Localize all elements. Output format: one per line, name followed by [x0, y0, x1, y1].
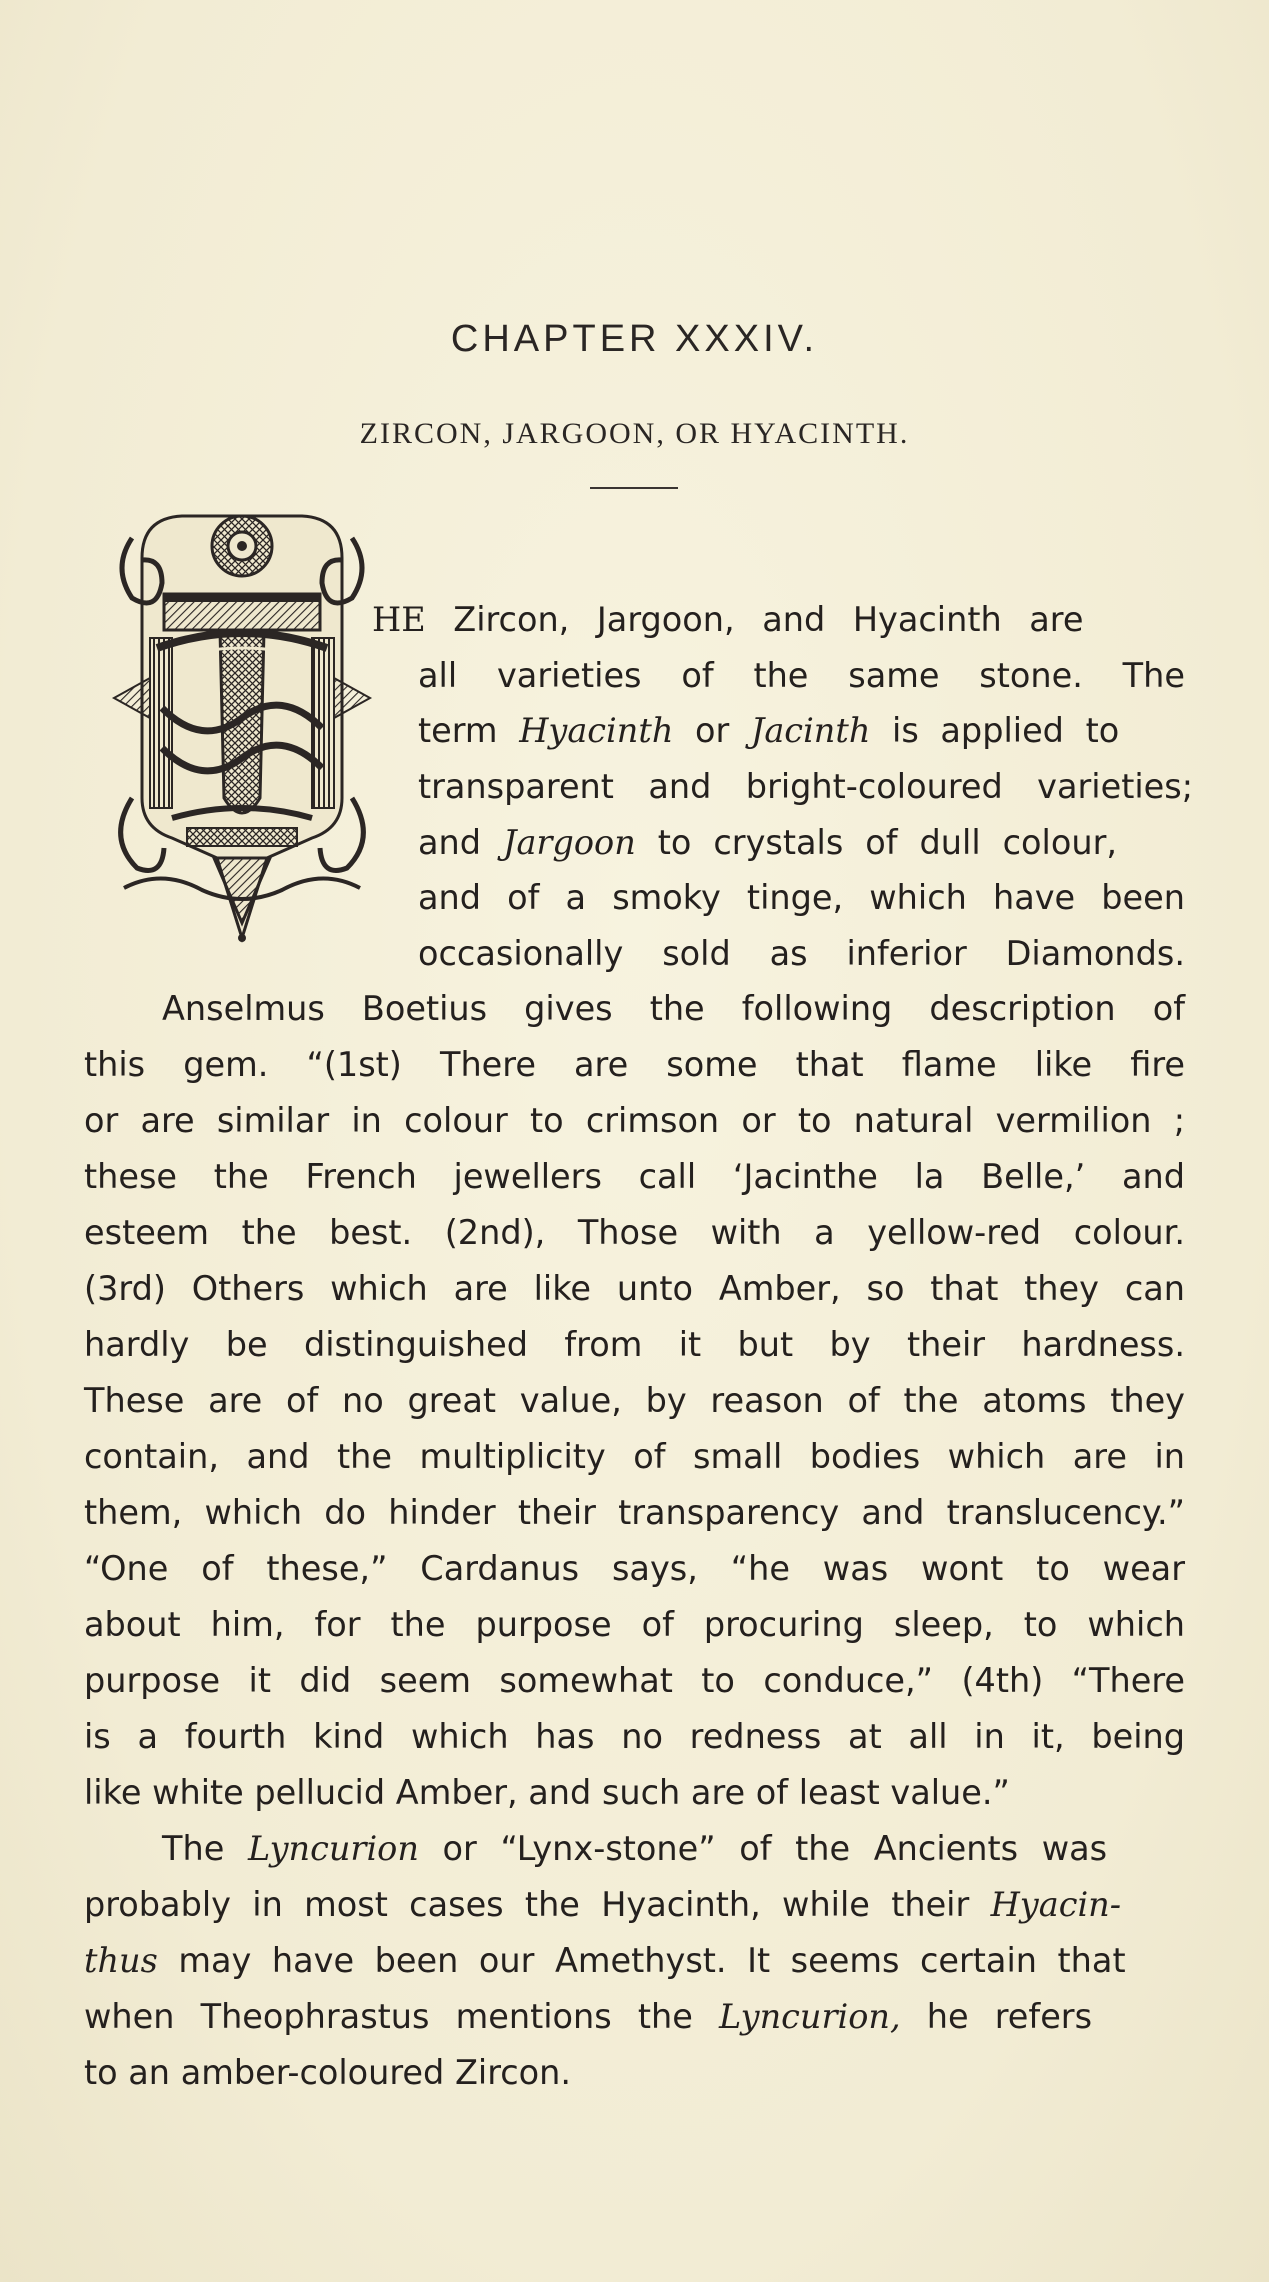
chapter-subtitle: ZIRCON, JARGOON, OR HYACINTH.	[359, 417, 910, 450]
text-segment: is applied to	[870, 711, 1120, 750]
text-segment: and	[418, 823, 504, 862]
text-line: is a fourth kind which has no redness at all in it, being	[84, 1717, 1185, 1756]
text-line: purpose it did seem somewhat to conduce,” (4th) “There	[84, 1661, 1185, 1700]
text-line	[84, 1885, 1185, 1925]
text-line	[162, 1829, 1185, 1869]
text-segment: or	[673, 711, 751, 750]
text-line: “One of these,” Cardanus says, “he was wont to wear	[84, 1549, 1185, 1588]
text-segment: term	[418, 711, 520, 750]
text-line: all varieties of the same stone. The	[418, 656, 1185, 695]
italic-term: Jargoon	[503, 823, 636, 862]
text-line	[418, 711, 1185, 751]
text-segment: The	[162, 1829, 248, 1868]
italic-term: Lyncurion	[247, 1829, 419, 1868]
text-segment: to crystals of dull colour,	[635, 823, 1117, 862]
text-line	[418, 823, 1185, 863]
text-line: occasionally sold as inferior Diamonds.	[418, 934, 1185, 973]
text-line: them, which do hinder their transparency and translucency.”	[84, 1493, 1185, 1532]
text-line: contain, and the multiplicity of small bodies which are in	[84, 1437, 1185, 1476]
text-line: these the French jewellers call ‘Jacinthe la Belle,’ and	[84, 1157, 1185, 1196]
chapter-title: CHAPTER XXXIV.	[450, 318, 819, 360]
text-segment: when Theophrastus mentions the	[84, 1997, 719, 2036]
italic-term: thus	[84, 1941, 158, 1980]
text-line: to an amber-coloured Zircon.	[84, 2053, 572, 2092]
text-line: and of a smoky tinge, which have been	[418, 878, 1185, 917]
text-line	[84, 1941, 1185, 1981]
text-line: like white pellucid Amber, and such are of least value.”	[84, 1773, 1010, 1812]
text-line: hardly be distinguished from it but by their hardness.	[84, 1325, 1185, 1364]
title-rule	[590, 487, 678, 489]
text-segment: probably in most cases the Hyacinth, while their	[84, 1885, 991, 1924]
text-line: Anselmus Boetius gives the following description of	[162, 989, 1185, 1028]
text-line: transparent and bright-coloured varieties;	[418, 767, 1193, 806]
text-segment: Zircon, Jargoon, and Hyacinth are	[425, 600, 1084, 639]
text-line: or are similar in colour to crimson or to natural vermilion ;	[84, 1101, 1185, 1140]
text-line: this gem. “(1st) There are some that flame like fire	[84, 1045, 1185, 1084]
text-line: esteem the best. (2nd), Those with a yellow-red colour.	[84, 1213, 1185, 1252]
ornamental-initial-t-icon	[102, 498, 380, 958]
italic-term: Lyncurion,	[719, 1997, 901, 2036]
text-line	[372, 600, 1185, 640]
text-segment: he refers	[900, 1997, 1093, 2036]
text-line: These are of no great value, by reason of the atoms they	[84, 1381, 1185, 1420]
text-line: (3rd) Others which are like unto Amber, so that they can	[84, 1269, 1185, 1308]
italic-term: Hyacin-	[990, 1885, 1122, 1924]
text-segment: may have been our Amethyst. It seems certain that	[157, 1941, 1126, 1980]
text-line: about him, for the purpose of procuring sleep, to which	[84, 1605, 1185, 1644]
italic-term: Jacinth	[750, 711, 871, 750]
text-line	[84, 1997, 1185, 2037]
text-segment: or “Lynx-stone” of the Ancients was	[418, 1829, 1108, 1868]
dropcap-continuation: HE	[372, 600, 426, 639]
italic-term: Hyacinth	[519, 711, 674, 750]
